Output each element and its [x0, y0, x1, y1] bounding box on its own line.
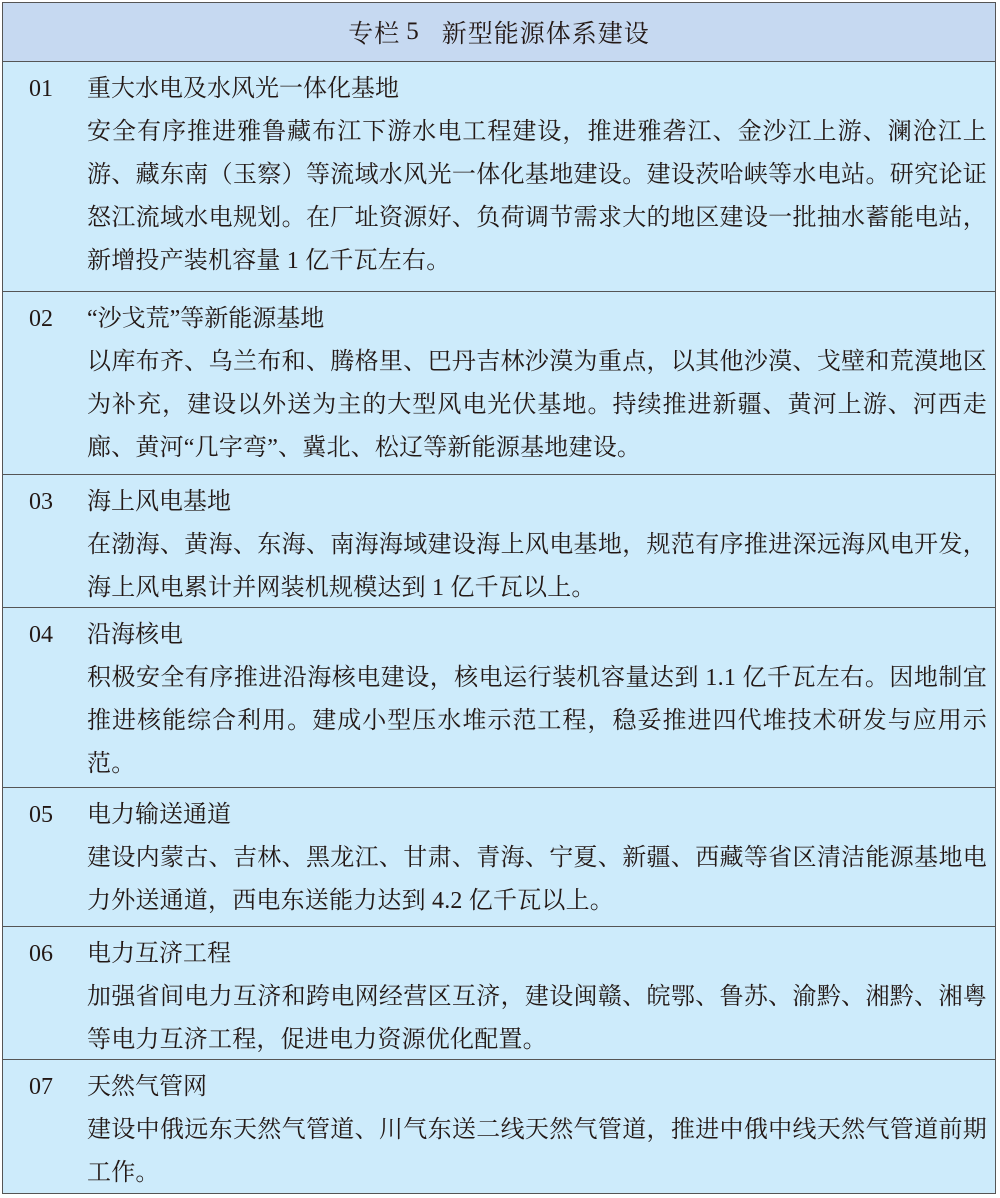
list-item [3, 62, 995, 292]
list-item [3, 1060, 995, 1196]
item-text: 在渤海、黄海、东海、南海海域建设海上风电基地，规范有序推进深远海风电开发，海上风电累计并网装机规模达到 1 亿千瓦以上。 [87, 532, 987, 601]
item-title: 天然气管网 [87, 1074, 207, 1100]
item-title: “沙戈荒”等新能源基地 [87, 306, 325, 332]
item-title: 电力输送通道 [87, 802, 231, 828]
item-number: 06 [29, 941, 53, 967]
item-title: 电力互济工程 [87, 941, 231, 967]
box-header [3, 3, 995, 62]
item-title: 海上风电基地 [87, 489, 231, 515]
header-label: 专栏 [348, 21, 401, 48]
item-title: 重大水电及水风光一体化基地 [87, 76, 399, 102]
item-text: 安全有序推进雅鲁藏布江下游水电工程建设，推进雅砻江、金沙江上游、澜沧江上游、藏东南（玉察）等流域水风光一体化基地建设。建设茨哈峡等水电站。研究论证怒江流域水电规划。在厂址资源好、负荷调节需求大的地区建设一批抽水蓄能电站，新增投产装机容量 1 亿千瓦左右。 [87, 119, 987, 274]
item-text: 积极安全有序推进沿海核电建设，核电运行装机容量达到 1.1 亿千瓦左右。因地制宜推进核能综合利用。建成小型压水堆示范工程，稳妥推进四代堆技术研发与应用示范。 [87, 665, 987, 777]
item-text: 加强省间电力互济和跨电网经营区互济，建设闽赣、皖鄂、鲁苏、渝黔、湘黔、湘粤等电力互济工程，促进电力资源优化配置。 [87, 984, 987, 1053]
header-number: 5 [406, 18, 420, 45]
item-title: 沿海核电 [87, 622, 183, 648]
item-number: 07 [29, 1074, 53, 1100]
item-number: 04 [29, 622, 53, 648]
item-text: 以库布齐、乌兰布和、腾格里、巴丹吉林沙漠为重点，以其他沙漠、戈壁和荒漠地区为补充，建设以外送为主的大型风电光伏基地。持续推进新疆、黄河上游、河西走廊、黄河“几字弯”、冀北、松辽等新能源基地建设。 [87, 349, 987, 461]
list-item [3, 788, 995, 927]
list-item [3, 608, 995, 788]
list-item [3, 475, 995, 608]
header-title: 新型能源体系建设 [441, 21, 650, 48]
item-number: 01 [29, 76, 53, 102]
item-number: 03 [29, 489, 53, 515]
item-number: 02 [29, 306, 53, 332]
feature-box [2, 2, 996, 1194]
item-number: 05 [29, 802, 53, 828]
list-item [3, 927, 995, 1060]
item-text: 建设内蒙古、吉林、黑龙江、甘肃、青海、宁夏、新疆、西藏等省区清洁能源基地电力外送通道，西电东送能力达到 4.2 亿千瓦以上。 [87, 845, 987, 914]
list-item [3, 292, 995, 475]
item-text: 建设中俄远东天然气管道、川气东送二线天然气管道，推进中俄中线天然气管道前期工作。 [87, 1117, 987, 1186]
